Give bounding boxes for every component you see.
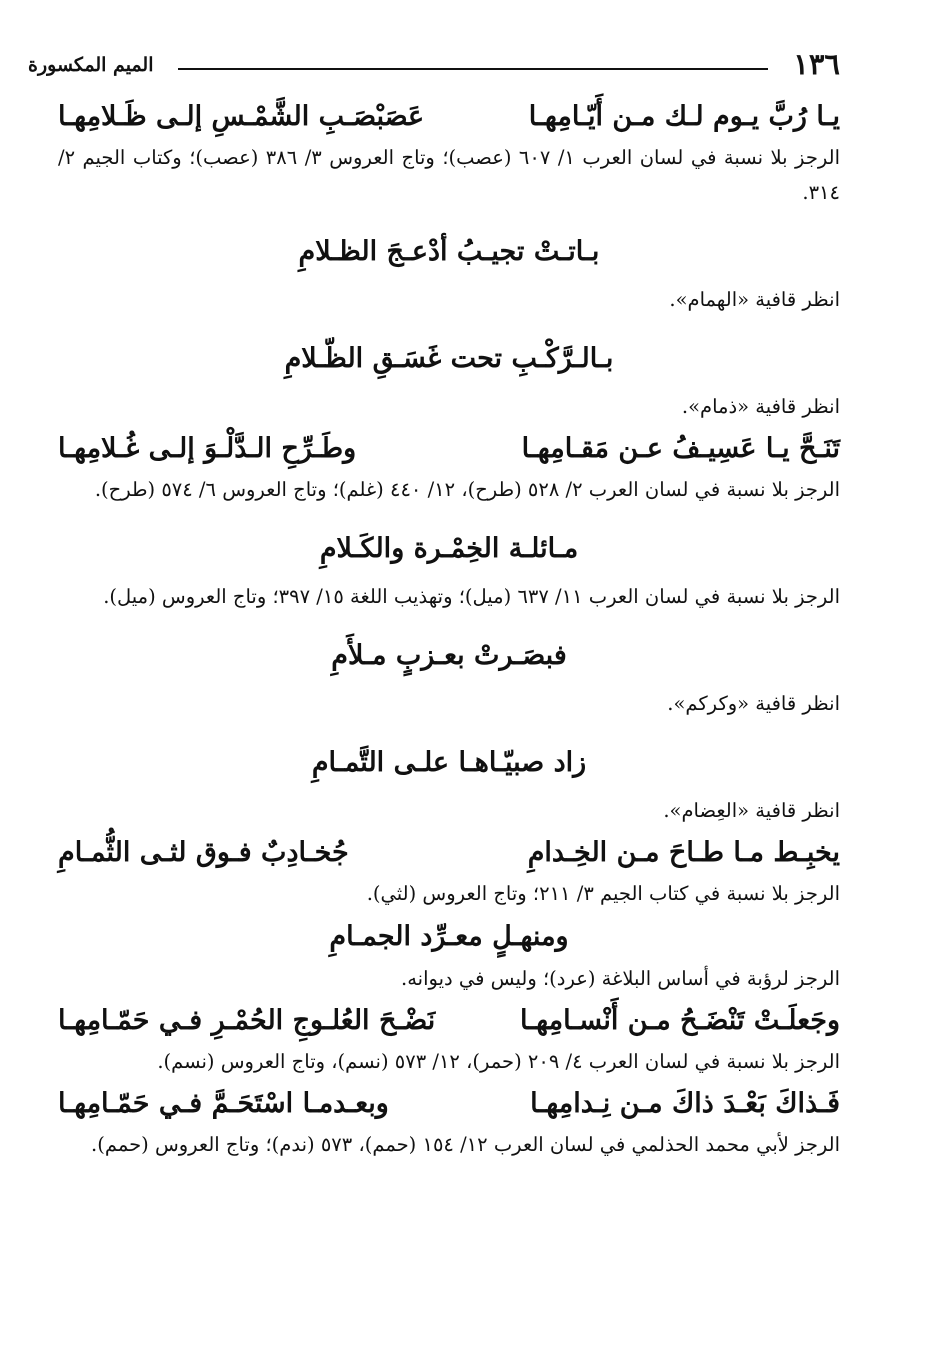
source-note: انظر قافية «وكركم». bbox=[667, 692, 840, 715]
verse-single: بـاتـتْ تجيـبُ أدْعـجَ الظـلامِ bbox=[298, 236, 600, 267]
verse-single: ومنهـلٍ معـرِّد الجمـامِ bbox=[329, 921, 569, 952]
verse-single: مـائلـة الخِمْـرة والكَـلامِ bbox=[319, 533, 579, 564]
verse-first-hemistich: فَـذاكَ بَعْـدَ ذاكَ مـن نِـدامِهـا bbox=[530, 1088, 840, 1119]
source-note: الرجز بلا نسبة في لسان العرب ١١/ ٦٣٧ (ميل)؛ وتهذيب اللغة ١٥/ ٣٩٧؛ وتاج العروس (ميل). bbox=[103, 585, 840, 608]
verse-second-hemistich: وطَـرِّحِ الـدَّلْـوَ إلـى غُـلامِهـا bbox=[58, 433, 357, 464]
verse-pair bbox=[58, 834, 840, 872]
source-note: انظر قافية «الهمام». bbox=[669, 288, 840, 311]
verse-pair bbox=[58, 430, 840, 468]
verse-single: زاد صبيّـاهـا علـى التَّمـامِ bbox=[311, 747, 587, 778]
source-note: الرجز بلا نسبة في لسان العرب ٤/ ٢٠٩ (حمر)، ١٢/ ٥٧٣ (نسم)، وتاج العروس (نسم). bbox=[157, 1050, 840, 1073]
running-title: الميم المكسورة bbox=[28, 54, 154, 76]
verse-second-hemistich: نَضْـحَ العُلـوجِ الحُمْـرِ فـي حَمّـامِهـا bbox=[58, 1005, 436, 1036]
verse-pair bbox=[58, 98, 840, 136]
verse-single: بـالـرَّكْـبِ تحت غَسَـقِ الظّـلامِ bbox=[284, 343, 614, 374]
verse-first-hemistich: يـا رُبَّ يـوم لـك مـن أَيّـامِهـا bbox=[528, 101, 840, 132]
verse-pair bbox=[58, 1002, 840, 1040]
source-note: الرجز بلا نسبة في لسان العرب ١/ ٦٠٧ (عصب)؛ وتاج العروس ٣/ ٣٨٦ (عصب)؛ وكتاب الجيم ٢/ ٣١٤. bbox=[58, 146, 840, 204]
source-note: انظر قافية «ذمام». bbox=[681, 395, 840, 418]
header-rule bbox=[178, 68, 768, 70]
source-note: الرجز لأبي محمد الحذلمي في لسان العرب ١٢/ ١٥٤ (حمم)، ٥٧٣ (ندم)؛ وتاج العروس (حمم). bbox=[91, 1133, 840, 1156]
page-header bbox=[28, 44, 840, 84]
page-body bbox=[58, 96, 840, 1168]
verse-second-hemistich: جُخـادِبٌ فـوق لثـى الثُّمـامِ bbox=[58, 837, 349, 868]
verse-second-hemistich: وبعـدمـا اسْتَحَـمَّ فـي حَمّـامِهـا bbox=[58, 1088, 389, 1119]
verse-first-hemistich: تَنَـحَّ يـا عَسِيـفُ عـن مَقـامِهـا bbox=[521, 433, 840, 464]
source-note: انظر قافية «العِضام». bbox=[663, 799, 840, 822]
verse-single: فبصَـرتْ بعـزبٍ مـلأَمِ bbox=[331, 640, 567, 671]
source-note: الرجز لرؤبة في أساس البلاغة (عرد)؛ وليس في ديوانه. bbox=[401, 967, 840, 990]
verse-pair bbox=[58, 1085, 840, 1123]
source-note: الرجز بلا نسبة في كتاب الجيم ٣/ ٢١١؛ وتاج العروس (لثي). bbox=[366, 882, 840, 905]
verse-second-hemistich: عَصَبْصَـبِ الشَّمْـسِ إلـى ظَـلامِهـا bbox=[58, 101, 425, 132]
verse-first-hemistich: وجَعلَـتْ تَنْضَـحُ مـن أَنْسـامِهـا bbox=[520, 1005, 840, 1036]
page-number: ١٣٦ bbox=[793, 47, 840, 81]
verse-first-hemistich: يخبِـط مـا طـاحَ مـن الخِـدامِ bbox=[527, 837, 840, 868]
source-note: الرجز بلا نسبة في لسان العرب ٢/ ٥٢٨ (طرح)، ١٢/ ٤٤٠ (غلم)؛ وتاج العروس ٦/ ٥٧٤ (طرح). bbox=[94, 478, 840, 501]
